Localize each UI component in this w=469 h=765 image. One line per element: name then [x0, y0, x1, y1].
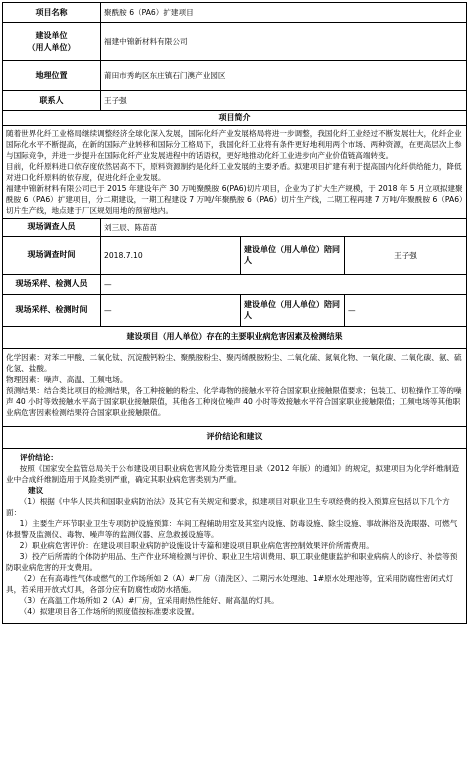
row-hazards-body [3, 348, 467, 426]
intro-paragraph-2: 目前，化纤原料进口依存度依然居高不下，原料资源制约是化纤工业发展的主要矛盾。拟建项目扩建有利于提高国内化纤供给能力，降低对进口化纤原料的依存度，促进化纤企业发展。 [6, 161, 462, 182]
row-evaluation-title [3, 426, 467, 448]
construction-unit-label [3, 23, 101, 61]
survey-accompany-value: 王子强 [345, 236, 467, 274]
survey-time-label: 现场调查时间 [3, 236, 101, 274]
row-intro-title [3, 111, 467, 126]
evaluation-body [3, 448, 467, 623]
row-intro-body [3, 125, 467, 218]
suggestion-heading: 建议 [28, 485, 44, 495]
hazards-prediction: 预测结果：结合类比项目的检测结果，各工种接触的粉尘、化学毒物的接触水平符合国家职业接触限值要求；包装工、切粒操作工等的噪声 40 小时等效接触水平高于国家职业接触限值，其他各工种岗位噪声 40 小时等效接触水平符合国家职业接触限值；工频电场等其他职业病危害因素检测结果符合国家职业接触限值。 [6, 385, 462, 417]
suggestion-1a: 1）主要生产环节职业卫生专项防护设施预算：车间工程辅助用室及其室内设施、防毒设施、除尘设施、事故淋浴及洗眼器、可燃气体报警及监测仪、毒物、噪声等的监测仪器、应急救援设施等。 [6, 518, 458, 539]
row-evaluation-body [3, 448, 467, 623]
suggestion-1b: 2）职业病危害评价：在建设项目职业病防护设施设计专篇和建设项目职业病危害控制效果评价所需费用。 [19, 540, 374, 550]
row-survey-time [3, 236, 467, 274]
location-value: 莆田市秀屿区东庄镇石门澳产业园区 [101, 61, 467, 91]
contact-value: 王子强 [101, 91, 467, 111]
suggestion-1c: 3）投产后所需的个体防护用品、生产作业环境检测与评价、职业卫生培训费用、职工职业健康监护和职业病病人的诊疗、补偿等预防职业病危害的开支费用。 [6, 551, 458, 572]
construction-unit-value: 福建中锦新材料有限公司 [101, 23, 467, 61]
row-survey-staff [3, 218, 467, 236]
contact-label: 联系人 [3, 91, 101, 111]
sampling-accompany-value: — [345, 294, 467, 326]
hazards-physical: 物理因素：噪声、高温、工频电场。 [6, 374, 128, 384]
row-sampling-time [3, 294, 467, 326]
hazards-body [3, 348, 467, 426]
suggestion-4: （4）拟建项目各工作场所的照度值按标准要求设置。 [19, 606, 200, 616]
row-location [3, 61, 467, 91]
survey-time-value: 2018.7.10 [101, 236, 241, 274]
sampling-time-label: 现场采样、检测时间 [3, 294, 101, 326]
intro-body [3, 125, 467, 218]
sampling-staff-value: — [101, 274, 467, 294]
suggestion-2: （2）在有高毒性气体或燃气的工作场所如 2（A）#厂房（清洗区）、二期污水处理池、1#原水处理池等，宜采用防腐性密闭式灯具，若采用开放式灯具，各部分应有防腐性或防水措施。 [6, 573, 454, 594]
evaluation-section-title: 评价结论和建议 [3, 426, 467, 448]
project-name-label: 项目名称 [3, 3, 101, 23]
hazards-section-title: 建设项目（用人单位）存在的主要职业病危害因素及检测结果 [3, 326, 467, 348]
row-hazards-title [3, 326, 467, 348]
sampling-accompany-label: 建设单位（用人单位）陪同人 [241, 294, 345, 326]
row-contact [3, 91, 467, 111]
intro-section-title: 项目简介 [3, 111, 467, 126]
project-name-value: 聚酰胺 6（PA6）扩建项目 [101, 3, 467, 23]
report-form-table [2, 2, 467, 624]
row-construction-unit [3, 23, 467, 61]
construction-unit-label-line2: （用人单位） [27, 42, 76, 52]
suggestion-1: （1）根据《中华人民共和国职业病防治法》及其它有关规定和要求，拟建项目对职业卫生专项经费的投入预算应包括以下几个方面： [6, 496, 450, 517]
conclusion-heading: 评价结论： [20, 452, 58, 462]
intro-paragraph-1: 随着世界化纤工业格局继续调整经济全球化深入发展，国际化纤产业发展格局将进一步调整，我国化纤工业经过不断发展壮大，化纤企业国际化水平不断提高，在新的国际产业转移和国际分工格局下，我国化纤工业将有条件更好地利用两个市场、两种资源，在更高层次上参与国际竞争，并进一步提升在国际化纤产业发展进程中的话语权，更好地推动化纤工业进步向产业价值链高端转变。 [6, 128, 462, 160]
intro-paragraph-3: 福建中锦新材料有限公司已于 2015 年建设年产 30 万吨聚酰胺 6(PA6)切片项目，企业为了扩大生产规模，于 2018 年 5 月立项拟建聚酰胺 6（PA6）扩建项目，分二期建设，一期工程建设 7 万吨/年聚酰胺 6（PA6）切片生产线，二期工程再建 7 万吨/年聚酰胺 6（PA6）切片生产线，地点建于厂区规划用地的预留地内。 [6, 183, 463, 215]
sampling-staff-label: 现场采样、检测人员 [3, 274, 101, 294]
sampling-time-value: — [101, 294, 241, 326]
survey-staff-label: 现场调查人员 [3, 218, 101, 236]
location-label: 地理位置 [3, 61, 101, 91]
survey-accompany-label: 建设单位（用人单位）陪同人 [241, 236, 345, 274]
suggestion-3: （3）在高温工作场所如 2（A）#厂房，宜采用耐热性能好、耐高温的灯具。 [19, 595, 279, 605]
row-sampling-staff [3, 274, 467, 294]
row-project-name [3, 3, 467, 23]
conclusion-text: 按照《国家安全监管总局关于公布建设项目职业病危害风险分类管理目录（2012 年版）的通知》的规定，拟建项目为化学纤维制造业中合成纤维制造用于风险类别严重，确定其职业病危害类别为严重。 [6, 463, 460, 484]
construction-unit-label-line1: 建设单位 [35, 30, 68, 40]
survey-staff-value: 刘三辰、陈苗苗 [101, 218, 467, 236]
hazards-chemical: 化学因素：对苯二甲酸、二氧化钛、沉淀酸钙粉尘、聚酰胺粉尘、聚丙烯酰胺粉尘、二氧化硫、氮氧化物、一氧化碳、二氧化碳、氨、硫化氢、盐酸。 [6, 352, 462, 373]
